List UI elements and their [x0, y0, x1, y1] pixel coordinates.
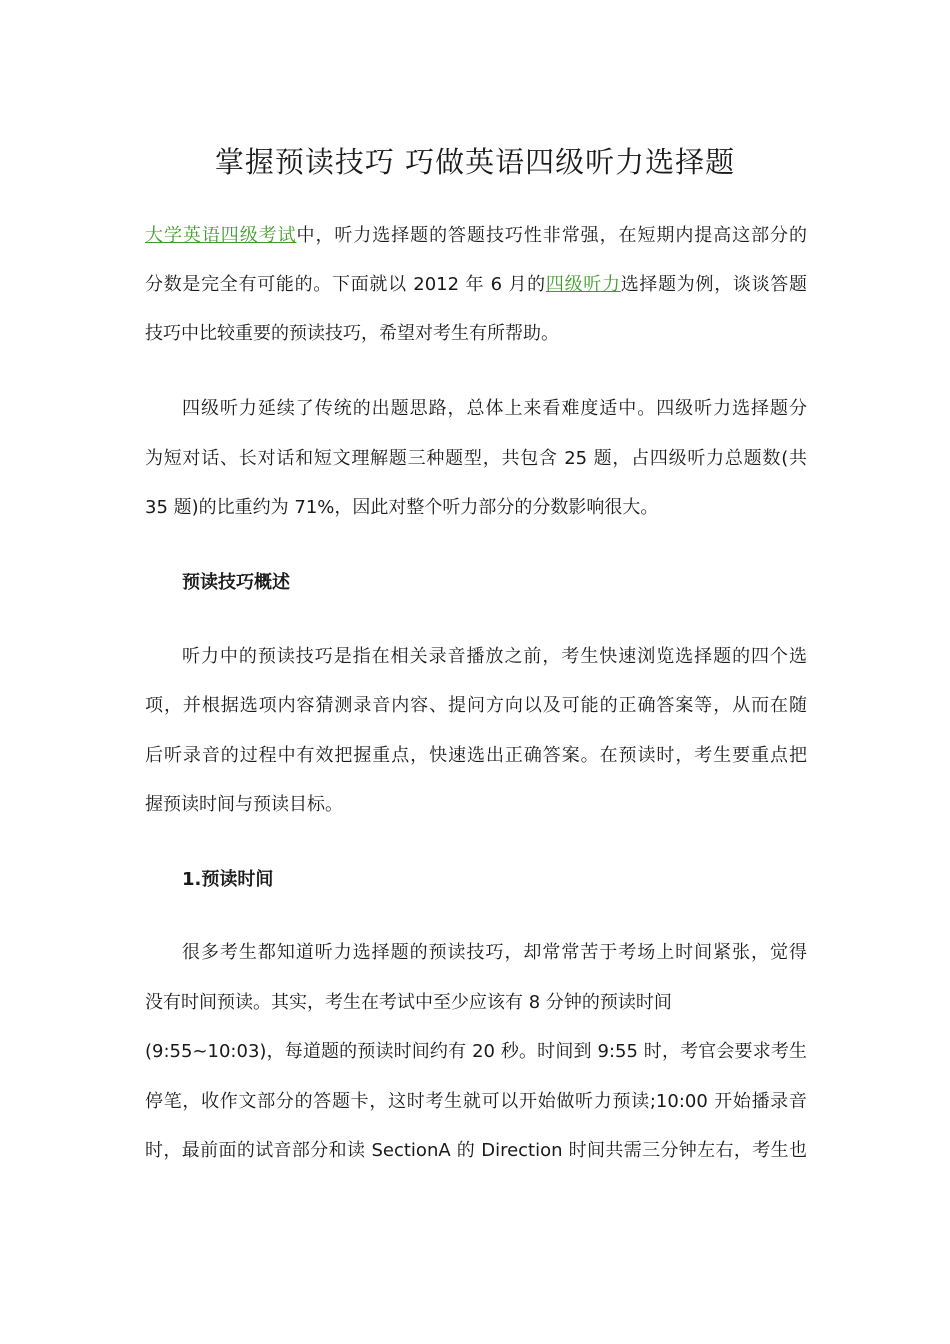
para3-line: 后听录音的过程中有效把握重点，快速选出正确答案。在预读时，考生要重点把	[145, 745, 807, 766]
para2-line: 35 题)的比重约为 71%，因此对整个听力部分的分数影响很大。	[145, 497, 659, 518]
para2-line: 四级听力延续了传统的出题思路，总体上来看难度适中。四级听力选择题分	[182, 398, 807, 419]
cet4-listening-link[interactable]: 四级听力	[545, 274, 621, 295]
para3-line: 项，并根据选项内容猜测录音内容、提问方向以及可能的正确答案等，从而在随	[145, 695, 807, 716]
para4-line: 停笔，收作文部分的答题卡，这时考生就可以开始做听力预读;10:00 开始播录音	[145, 1091, 807, 1112]
para4-line: (9:55~10:03)，每道题的预读时间约有 20 秒。时间到 9:55 时，考官会要求考生	[145, 1041, 807, 1062]
page-title: 掌握预读技巧 巧做英语四级听力选择题	[214, 145, 736, 179]
para4-line: 没有时间预读。其实，考生在考试中至少应该有 8 分钟的预读时间	[145, 992, 672, 1013]
intro-line-2-post: 选择题为例，谈谈答题	[620, 274, 807, 295]
para3-line: 听力中的预读技巧是指在相关录音播放之前，考生快速浏览选择题的四个选	[182, 646, 807, 667]
intro-line-1	[145, 223, 807, 249]
para4-line: 很多考生都知道听力选择题的预读技巧，却常常苦于考场上时间紧张，觉得	[182, 942, 807, 963]
section-heading-overview: 预读技巧概述	[182, 572, 290, 593]
para4-line: 时，最前面的试音部分和读 SectionA 的 Direction 时间共需三分钟左右，考生也	[145, 1140, 807, 1161]
section-heading-preread-time: 1.预读时间	[182, 869, 274, 890]
cet4-exam-link[interactable]: 大学英语四级考试	[145, 225, 297, 246]
para3-line: 握预读时间与预读目标。	[145, 794, 343, 815]
para2-line: 为短对话、长对话和短文理解题三种题型，共包含 25 题，占四级听力总题数(共	[145, 448, 807, 469]
intro-line-2	[145, 272, 807, 298]
intro-line-3: 技巧中比较重要的预读技巧，希望对考生有所帮助。	[145, 323, 559, 344]
intro-line-1-text: 中，听力选择题的答题技巧性非常强，在短期内提高这部分的	[296, 225, 807, 246]
intro-line-2-pre: 分数是完全有可能的。下面就以 2012 年 6 月的	[145, 274, 546, 295]
